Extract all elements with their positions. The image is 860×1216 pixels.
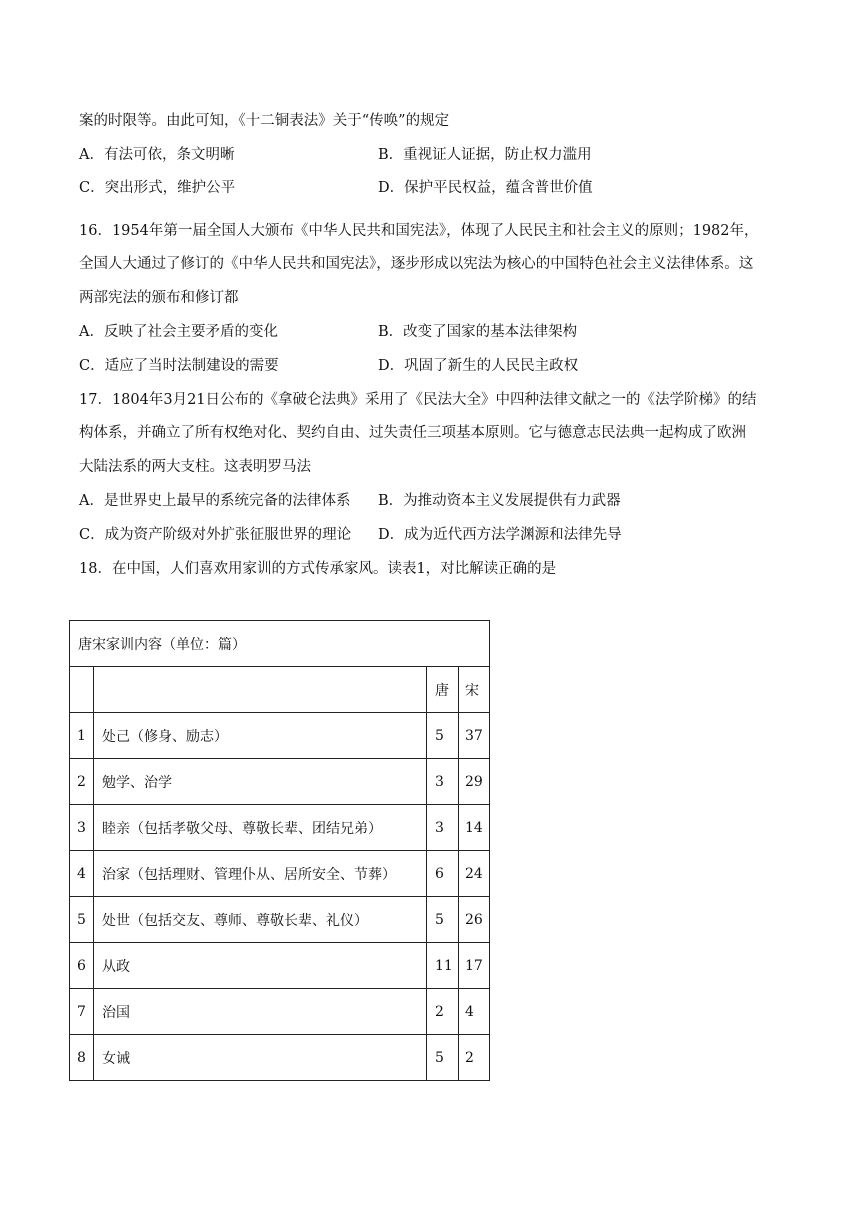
- table-header-blank: [70, 667, 94, 713]
- row-tang-count: 11: [427, 943, 459, 989]
- q17-stem-line-2: 构体系，并确立了所有权绝对化、契约自由、过失责任三项基本原则。它与德意志民法典一起构成了欧洲: [79, 425, 746, 441]
- q15-option-c: C．突出形式，维护公平: [79, 180, 236, 196]
- row-number: 6: [70, 943, 94, 989]
- q17-stem-line-1: 17．1804年3月21日公布的《拿破仑法典》采用了《民法大全》中四种法律文献之一的《法学阶梯》的结: [79, 392, 757, 408]
- table-row: [70, 1035, 490, 1081]
- table-header-item: [94, 667, 427, 713]
- q17-stem-line-3: 大陆法系的两大支柱。这表明罗马法: [79, 459, 311, 475]
- q15-option-d: D．保护平民权益，蕴含普世价值: [378, 180, 593, 196]
- row-number: 5: [70, 897, 94, 943]
- row-tang-count: 5: [427, 713, 459, 759]
- table-row: [70, 805, 490, 851]
- row-number: 2: [70, 759, 94, 805]
- q15-stem-tail: 案的时限等。由此可知，《十二铜表法》关于“传唤”的规定: [79, 113, 450, 129]
- q16-option-b: B．改变了国家的基本法律架构: [378, 324, 578, 340]
- table-header-song: 宋: [459, 667, 490, 713]
- row-number: 4: [70, 851, 94, 897]
- row-tang-count: 5: [427, 1035, 459, 1081]
- row-song-count: 17: [459, 943, 490, 989]
- q16-option-a: A．反映了社会主要矛盾的变化: [79, 324, 278, 340]
- tang-song-family-precepts-table: [69, 620, 490, 1081]
- table-header-row: [70, 667, 490, 713]
- row-song-count: 29: [459, 759, 490, 805]
- table-title: 唐宋家训内容（单位：篇）: [70, 621, 490, 667]
- q15-option-b: B．重视证人证据，防止权力滥用: [378, 147, 592, 163]
- q17-option-a: A．是世界史上最早的系统完备的法律体系: [79, 493, 351, 509]
- row-song-count: 2: [459, 1035, 490, 1081]
- row-item: 治国: [94, 989, 427, 1035]
- row-item: 治家（包括理财、管理仆从、居所安全、节葬）: [94, 851, 427, 897]
- row-number: 8: [70, 1035, 94, 1081]
- row-number: 3: [70, 805, 94, 851]
- table-row: [70, 943, 490, 989]
- table-row: [70, 713, 490, 759]
- row-song-count: 4: [459, 989, 490, 1035]
- row-song-count: 37: [459, 713, 490, 759]
- table-title-row: [70, 621, 490, 667]
- row-item: 勉学、治学: [94, 759, 427, 805]
- q16-option-d: D．巩固了新生的人民民主政权: [378, 358, 579, 374]
- row-item: 处世（包括交友、尊师、尊敬长辈、礼仪）: [94, 897, 427, 943]
- q16-stem-line-2: 全国人大通过了修订的《中华人民共和国宪法》，逐步形成以宪法为核心的中国特色社会主义法律体系。这: [79, 256, 754, 272]
- row-item: 女诫: [94, 1035, 427, 1081]
- table-row: [70, 897, 490, 943]
- q17-option-b: B．为推动资本主义发展提供有力武器: [378, 493, 621, 509]
- row-tang-count: 3: [427, 805, 459, 851]
- row-tang-count: 6: [427, 851, 459, 897]
- row-item: 从政: [94, 943, 427, 989]
- table-row: [70, 759, 490, 805]
- table-header-tang: 唐: [427, 667, 459, 713]
- row-item: 处己（修身、励志）: [94, 713, 427, 759]
- row-tang-count: 3: [427, 759, 459, 805]
- q16-stem-line-1: 16．1954年第一届全国人大颁布《中华人民共和国宪法》，体现了人民民主和社会主义的原则；1982年，: [79, 223, 759, 239]
- q15-option-a: A．有法可依，条文明晰: [79, 147, 235, 163]
- row-song-count: 26: [459, 897, 490, 943]
- row-tang-count: 5: [427, 897, 459, 943]
- row-tang-count: 2: [427, 989, 459, 1035]
- row-number: 1: [70, 713, 94, 759]
- row-song-count: 24: [459, 851, 490, 897]
- row-number: 7: [70, 989, 94, 1035]
- q16-option-c: C．适应了当时法制建设的需要: [79, 358, 279, 374]
- row-item: 睦亲（包括孝敬父母、尊敬长辈、团结兄弟）: [94, 805, 427, 851]
- q17-option-d: D．成为近代西方法学渊源和法律先导: [378, 527, 622, 543]
- q16-stem-line-3: 两部宪法的颁布和修订都: [79, 290, 239, 306]
- row-song-count: 14: [459, 805, 490, 851]
- table-row: [70, 851, 490, 897]
- table-row: [70, 989, 490, 1035]
- q18-stem: 18．在中国，人们喜欢用家训的方式传承家风。读表1，对比解读正确的是: [79, 561, 557, 577]
- q17-option-c: C．成为资产阶级对外扩张征服世界的理论: [79, 527, 352, 543]
